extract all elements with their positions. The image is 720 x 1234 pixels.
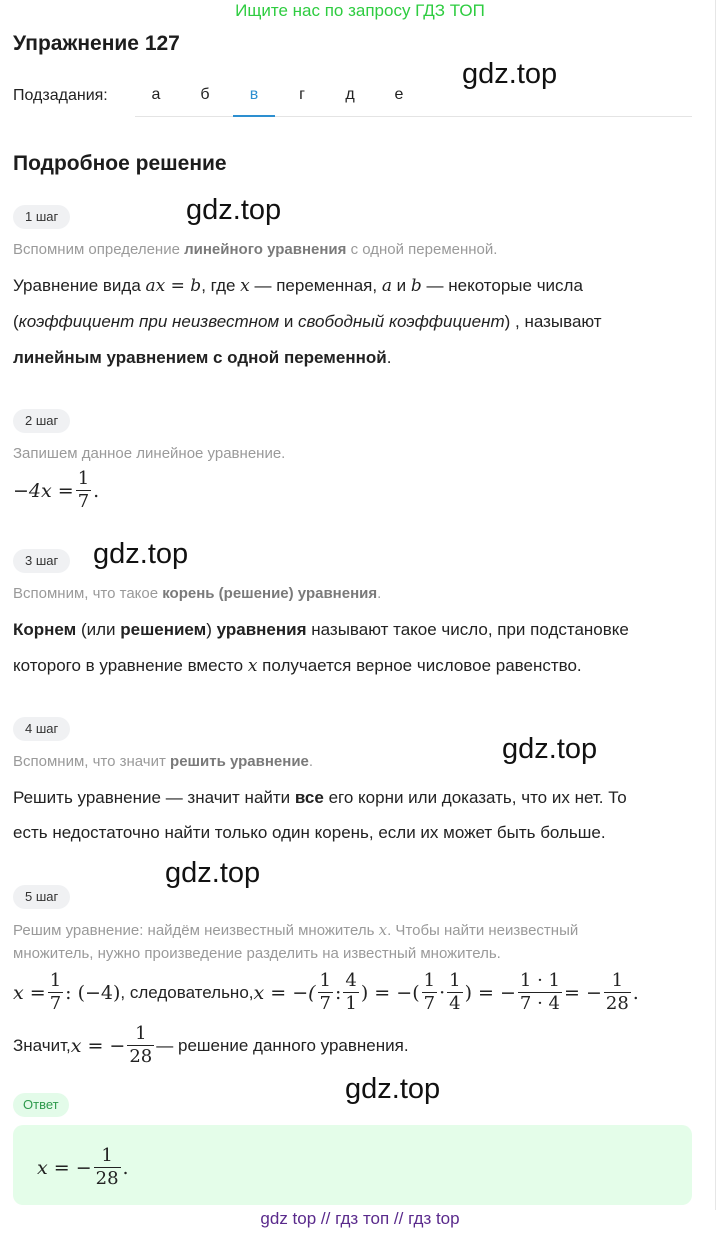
step-2-equation: −4x = $\frac{1}{7}$ .: [13, 468, 100, 512]
fraction: $\frac{1}{7}$: [77, 468, 90, 512]
subtasks-label: Подзадания:: [13, 87, 108, 104]
step-4-hint: Вспомним, что значит решить уравнение.: [13, 753, 314, 770]
answer-badge: Ответ: [13, 1093, 69, 1117]
tab-d[interactable]: д: [345, 86, 355, 103]
watermark: gdz.top: [502, 733, 598, 765]
step-5-conclusion: Значит, x = − $\frac{1}{28}$ — решение данного уравнения.: [13, 1023, 409, 1067]
watermark: gdz.top: [345, 1073, 441, 1105]
page-divider: [715, 0, 716, 1210]
step-3-hint: Вспомним, что такое корень (решение) уравнения.: [13, 585, 382, 602]
step-1-hint: Вспомним определение линейного уравнения с одной переменной.: [13, 241, 498, 258]
footer-links[interactable]: gdz top // гдз топ // гдз top: [260, 1209, 460, 1228]
step-3-badge: 3 шаг: [13, 549, 70, 573]
step-2-badge: 2 шаг: [13, 409, 70, 433]
tab-v[interactable]: в: [233, 86, 275, 117]
tab-a[interactable]: а: [151, 86, 161, 103]
watermark: gdz.top: [93, 538, 189, 570]
step-1-line-3: линейным уравнением с одной переменной.: [13, 348, 392, 367]
step-4-line-2: есть недостаточно найти только один корень, если их может быть больше.: [13, 823, 606, 842]
tab-b[interactable]: б: [200, 86, 210, 103]
tab-g[interactable]: г: [299, 86, 305, 103]
step-1-line-1: Уравнение вида ax = b, где x — переменная, a и b — некоторые числа: [13, 276, 583, 296]
step-3-line-1: Корнем (или решением) уравнения называют такое число, при подстановке: [13, 620, 629, 639]
step-1-badge: 1 шаг: [13, 205, 70, 229]
step-2-hint: Запишем данное линейное уравнение.: [13, 445, 286, 462]
search-banner[interactable]: Ищите нас по запросу ГДЗ ТОП: [235, 1, 485, 20]
step-5-equation: x = $\frac{1}{7}$ : (−4) , следовательно, x = −( $\frac{1}{7}$ : $\frac{4}{1}$ ) = −( $\frac{1}{7}$ · $\frac{1}{4}$ ) = − $\frac{1 \cdot 1}{7 \cdot 4}$ = − $\frac{1}{28}$ .: [13, 970, 639, 1014]
step-1-line-2: (коэффициент при неизвестном и свободный коэффициент) , называют: [13, 312, 602, 331]
section-title: Подробное решение: [13, 152, 227, 175]
exercise-title: Упражнение 127: [13, 32, 180, 55]
answer-equation: x = − $\frac{1}{28}$ .: [37, 1145, 129, 1189]
step-5-hint-1: Решим уравнение: найдём неизвестный множитель x. Чтобы найти неизвестный: [13, 921, 579, 939]
step-5-hint-2: множитель, нужно произведение разделить на известный множитель.: [13, 945, 501, 962]
step-3-line-2: которого в уравнение вместо x получается верное числовое равенство.: [13, 656, 582, 676]
step-5-badge: 5 шаг: [13, 885, 70, 909]
tab-e[interactable]: е: [394, 86, 404, 103]
answer-box: [13, 1125, 692, 1205]
watermark: gdz.top: [462, 58, 558, 90]
step-4-line-1: Решить уравнение — значит найти все его корни или доказать, что их нет. То: [13, 788, 627, 807]
step-4-badge: 4 шаг: [13, 717, 70, 741]
watermark: gdz.top: [165, 857, 261, 889]
subtask-tabs: [135, 80, 692, 117]
watermark: gdz.top: [186, 194, 282, 226]
